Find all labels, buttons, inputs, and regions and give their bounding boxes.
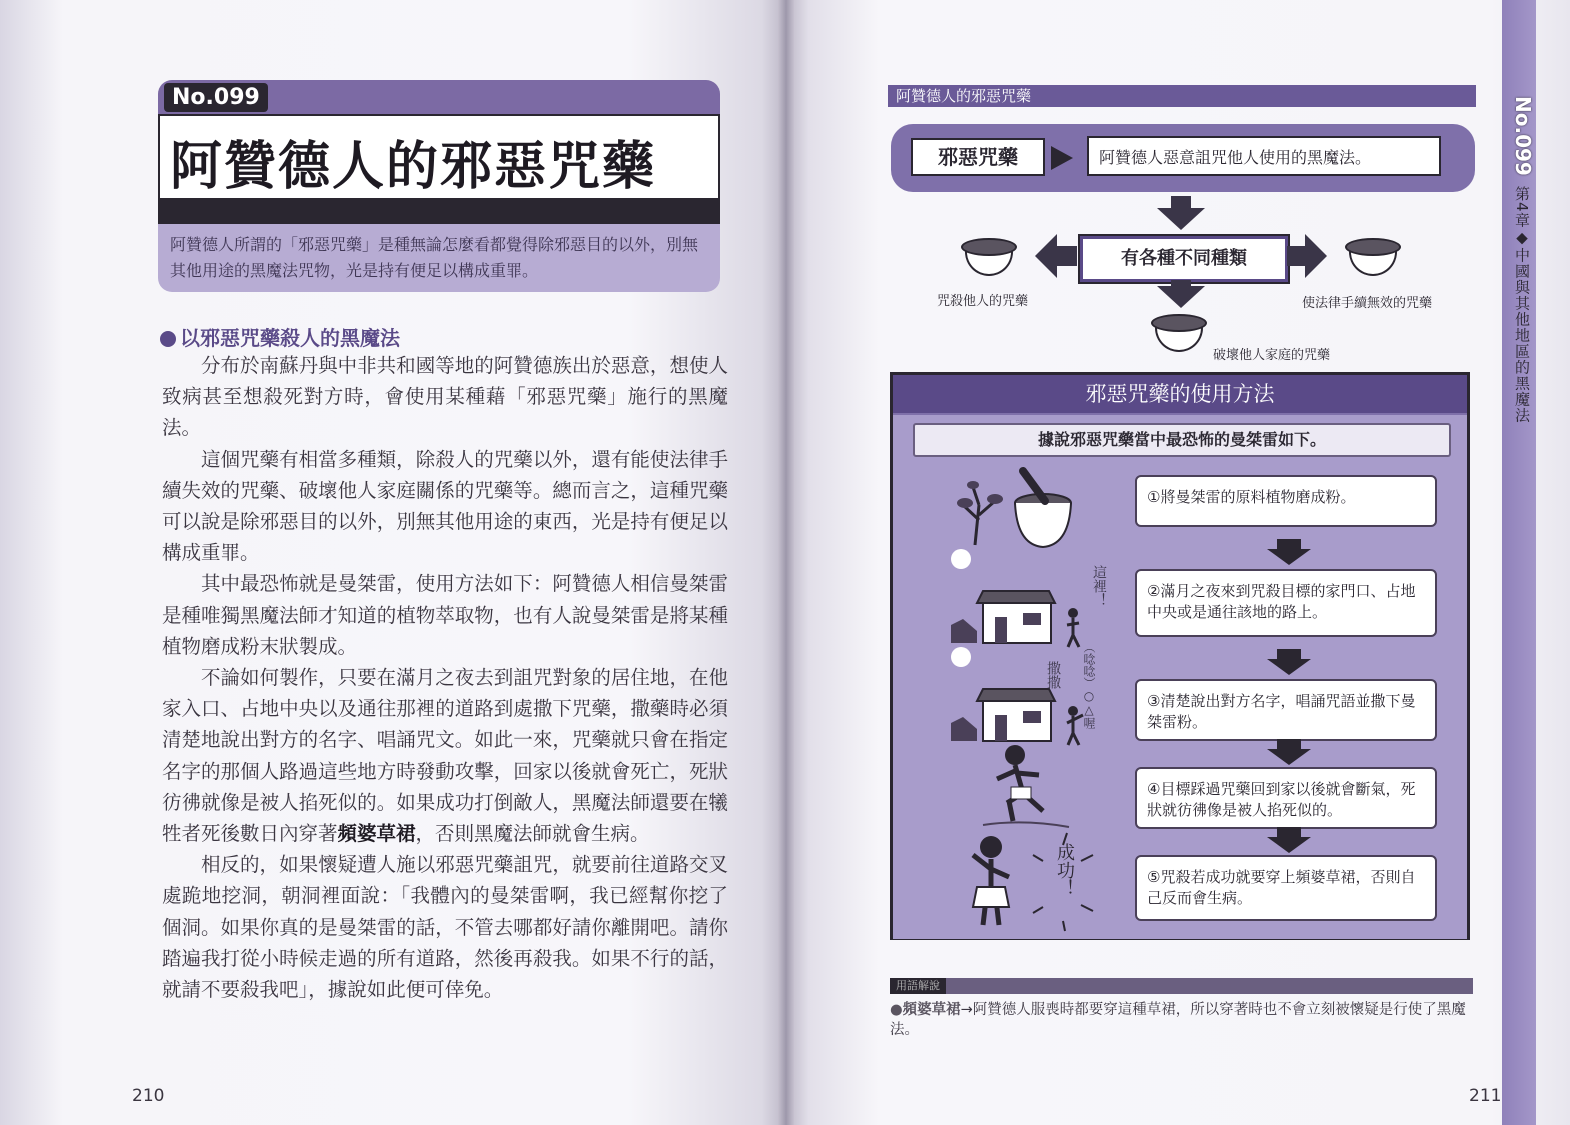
type-caption: 咒殺他人的咒藥 [937,294,1029,309]
usage-subtitle-banner: 據說邪惡咒藥當中最恐怖的曼桀雷如下。 [913,423,1451,457]
arrow-down-icon [1157,208,1205,230]
types-box: 有各種不同種類 [1080,236,1288,282]
paragraph: 其中最恐怖就是曼桀雷，使用方法如下：阿贊德人相信曼桀雷是種唯獨黑魔法師才知道的植物萃取物，也有人說曼桀雷是將某種植物磨成粉末狀製成。 [162,572,728,658]
usage-inner [893,415,1467,939]
section-heading-text: 以邪惡咒藥殺人的黑魔法 [180,326,400,350]
arrow-down-icon [1267,549,1311,565]
bowl-icon [1151,314,1207,354]
plant-mortar-icon [953,465,1083,555]
illustration-text: 撒撒 [1045,661,1061,689]
house-night-icon [943,545,1113,655]
diagram-header: 阿贊德人的邪惡咒藥 [888,85,1476,107]
note-term: ●頻婆草裙 [890,1002,961,1018]
step-box: ⑤咒殺若成功就要穿上頻婆草裙，否則自己反而會生病。 [1135,855,1437,921]
page-number-right: 211 [1469,1086,1502,1106]
notes-bar [890,978,1473,994]
bowl-icon [1345,238,1401,278]
title-box [158,80,720,292]
number-tag: No.099 [164,83,268,112]
type-caption: 破壞他人家庭的咒藥 [1213,348,1331,363]
number-tag-bar [158,80,720,114]
paragraph: 分布於南蘇丹與中非共和國等地的阿贊德族出於惡意，想使人致病甚至想殺死對方時，會使用某種藉「邪惡咒藥」施行的黑魔法。 [162,354,728,440]
illustration-text: 這裡！ [1091,565,1107,607]
victim-falling-icon [973,733,1083,833]
definition-box [891,124,1475,192]
section-heading [160,322,400,351]
summary-box: 阿贊德人所謂的「邪惡咒藥」是種無論怎麼看都覺得除邪惡目的以外，別無其他用途的黑魔法咒物，光是持有便足以構成重罪。 [158,224,720,292]
step-box: ②滿月之夜來到咒殺目標的家門口、占地中央或是通往該地的路上。 [1135,569,1437,637]
definition-term: 邪惡咒藥 [911,138,1045,176]
arrow-down-icon [1267,749,1311,765]
step-box: ④目標踩過咒藥回到家以後就會斷氣，死狀就彷彿像是被人掐死似的。 [1135,767,1437,829]
book-spine [778,0,794,1125]
notes-label: 用語解說 [890,978,946,994]
step-box: ①將曼桀雷的原料植物磨成粉。 [1135,475,1437,527]
definition-text: 阿贊德人惡意詛咒他人使用的黑魔法。 [1087,136,1441,176]
paragraph: 相反的，如果懷疑遭人施以邪惡咒藥詛咒，就要前往道路交叉處跪地挖洞，朝洞裡面說：「我體內的曼桀雷啊，我已經幫你挖了個洞。如果你真的是曼桀雷的話，不管去哪都好請你離開吧。請你踏遍我打從小時候走過的所有道路，然後再殺我。如果不行的話，就請不要殺我吧」，據說如此便可倖免。 [162,853,728,1002]
bowl-icon [961,238,1017,278]
side-tab-number: No.099 [1511,96,1535,176]
arrow-right-icon [1051,146,1073,170]
paragraph-part: 不論如何製作，只要在滿月之夜去到詛咒對象的居住地，在他家入口、占地中央以及通往那裡的道路到處撒下咒藥，撒藥時必須清楚地說出對方的名字、唱誦咒文。如此一來，咒藥就只會在指定名字的那個人路過這些地方時發動攻擊，回家以後就會死亡，死狀彷彿就像是被人掐死似的。如果成功打倒敵人，黑魔法師還要在犧牲者死後數日內穿著 [162,666,728,846]
arrow-right-icon [1305,234,1327,278]
illustration-text: 成功！ [1054,843,1075,897]
paragraph-part: ，否則黑魔法師就會生病。 [415,822,650,846]
title-frame [158,114,720,200]
right-page [785,0,1570,1125]
bold-term: 頻婆草裙 [337,822,416,846]
illustration-text: （唸唸）○△喔 [1082,641,1096,729]
note-body: →阿贊德人服喪時都要穿這種草裙，所以穿著時也不會立刻被懷疑是行使了黑魔法。 [890,1002,1466,1038]
usage-title: 邪惡咒藥的使用方法 [893,375,1467,413]
sorcerer-success-icon [953,825,1103,935]
arrow-down-icon [1267,837,1311,853]
paragraph: 這個咒藥有相當多種類，除殺人的咒藥以外，還有能使法律手續失效的咒藥、破壞他人家庭關係的咒藥等。總而言之，這種咒藥可以說是除邪惡目的以外，別無其他用途的東西，光是持有便足以構成重罪。 [162,447,728,565]
arrow-left-icon [1035,234,1057,278]
step-box: ③清楚說出對方名字，唱誦咒語並撒下曼桀雷粉。 [1135,679,1437,741]
side-tab-chapter: 第4章◆中國與其他地區的黑魔法 [1513,186,1531,424]
arrow-stem [1055,246,1077,266]
usage-panel [890,372,1470,940]
bullet-icon [160,331,176,347]
page-number-left: 210 [132,1086,165,1106]
paragraph [162,662,728,849]
note-text [890,1000,1475,1040]
arrow-down-icon [1267,659,1311,675]
arrow-down-icon [1157,286,1205,308]
title-strip [158,198,720,224]
type-caption: 使法律手續無效的咒藥 [1302,296,1433,311]
page-title: 阿贊德人的邪惡咒藥 [170,136,657,197]
body-text [162,350,728,1005]
